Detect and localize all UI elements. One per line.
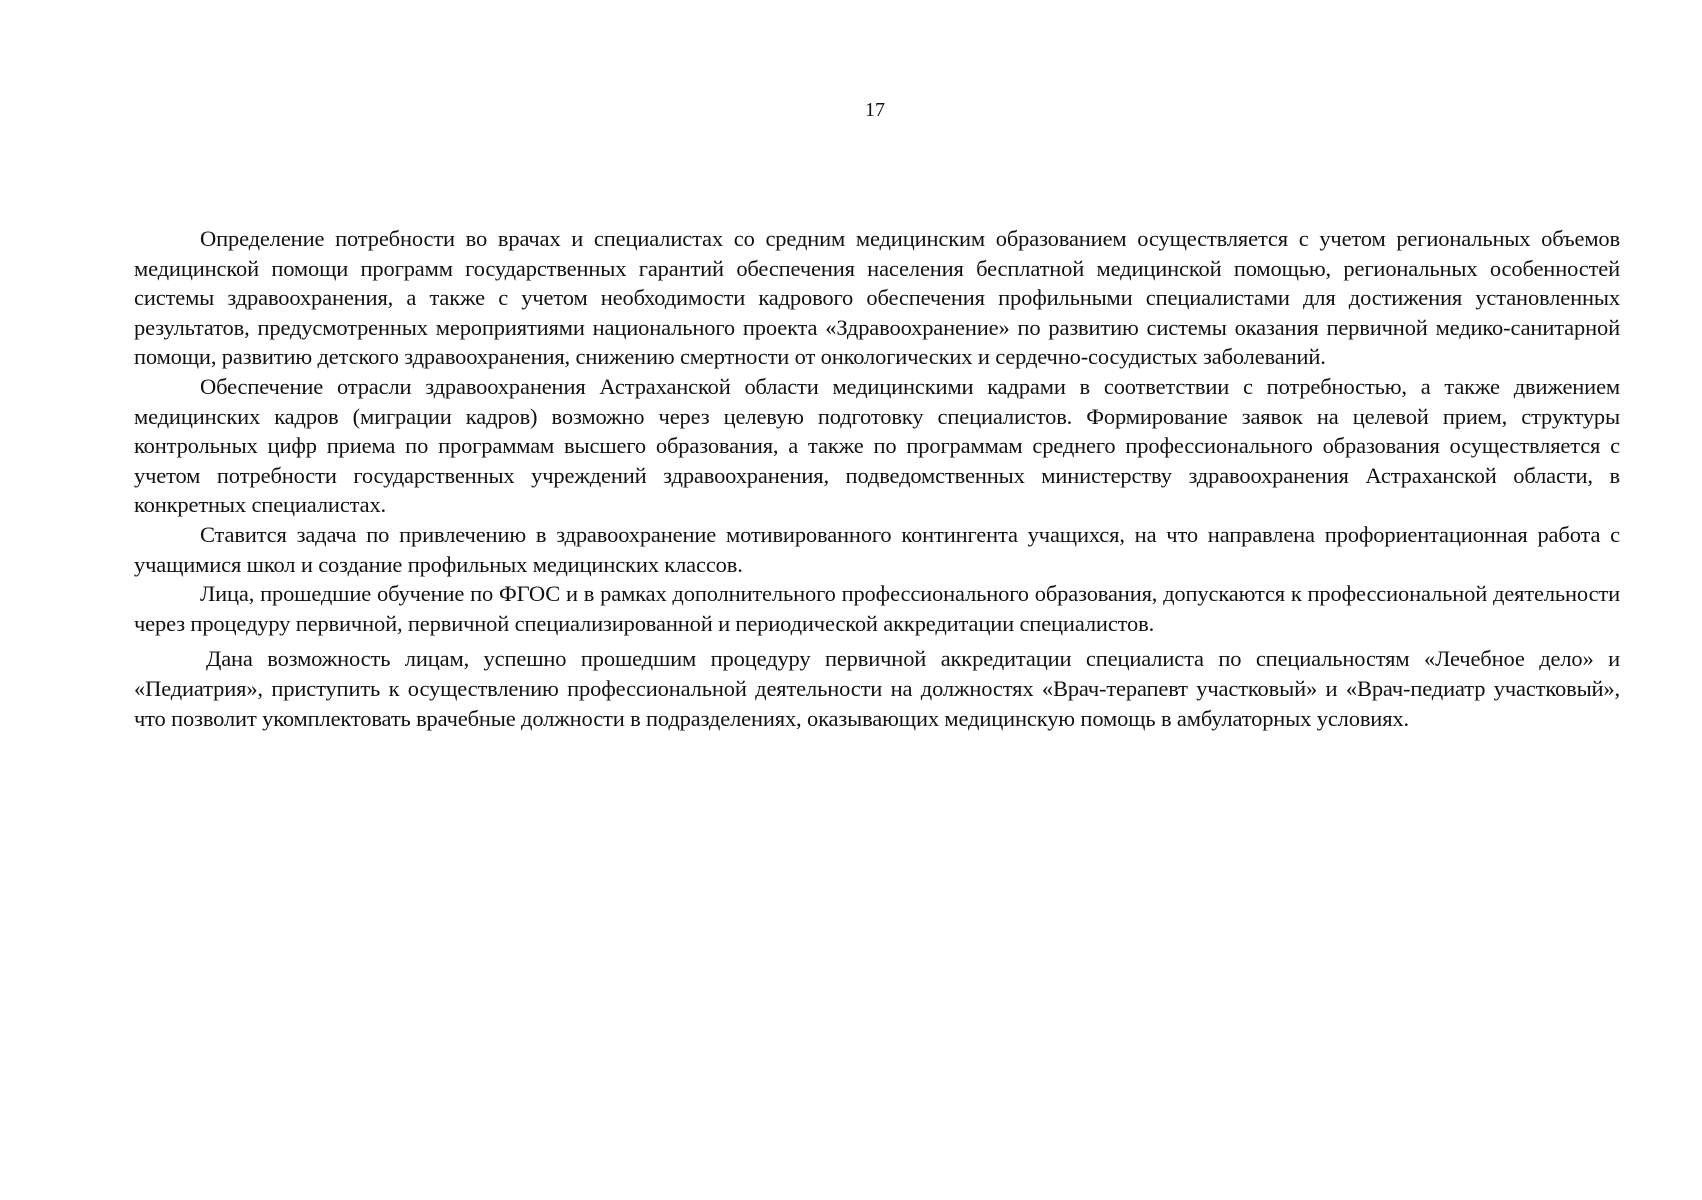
paragraph-primary-accreditation: Дана возможность лицам, успешно прошедшим процедуру первичной аккредитации специалиста по специальностям «Лечебное дело» и «Педиатрия», приступить к осуществлению профессиональной деятельности на должностях «Врач-терапевт участковый» и «Врач-педиатр участковый», что позволит укомплектовать врачебные должности в подразделениях, оказывающих медицинскую помощь в амбулаторных условиях.: [134, 646, 1620, 731]
paragraph-workforce-needs: Определение потребности во врачах и специалистах со средним медицинским образованием осуществляется с учетом региональных объемов медицинской помощи программ государственных гарантий обеспечения населения бесплатной медицинской помощью, региональных особенностей системы здравоохранения, а также с учетом необходимости кадрового обеспечения профильными специалистами для достижения установленных результатов, предусмотренных мероприятиями национального проекта «Здравоохранение» по развитию системы оказания первичной медико-санитарной помощи, развитию детского здравоохранения, снижению смертности от онкологических и сердечно-сосудистых заболеваний.: [134, 226, 1620, 370]
document-body: [134, 224, 1620, 733]
paragraph-staffing-provision: Обеспечение отрасли здравоохранения Астраханской области медицинскими кадрами в соответствии с потребностью, а также движением медицинских кадров (миграции кадров) возможно через целевую подготовку специалистов. Формирование заявок на целевой прием, структуры контрольных цифр приема по программам высшего образования, а также по программам среднего профессионального образования осуществляется с учетом потребности государственных учреждений здравоохранения, подведомственных министерству здравоохранения Астраханской области, в конкретных специалистах.: [134, 373, 1620, 518]
paragraph-career-guidance: Ставится задача по привлечению в здравоохранение мотивированного контингента учащихся, на что направлена профориентационная работа с учащимися школ и создание профильных медицинских классов.: [134, 521, 1620, 577]
page-number: 17: [865, 99, 885, 121]
paragraph-accreditation: Лица, прошедшие обучение по ФГОС и в рамках дополнительного профессионального образования, допускаются к профессиональной деятельности через процедуру первичной, первичной специализированной и периодической аккредитации специалистов.: [134, 581, 1620, 636]
